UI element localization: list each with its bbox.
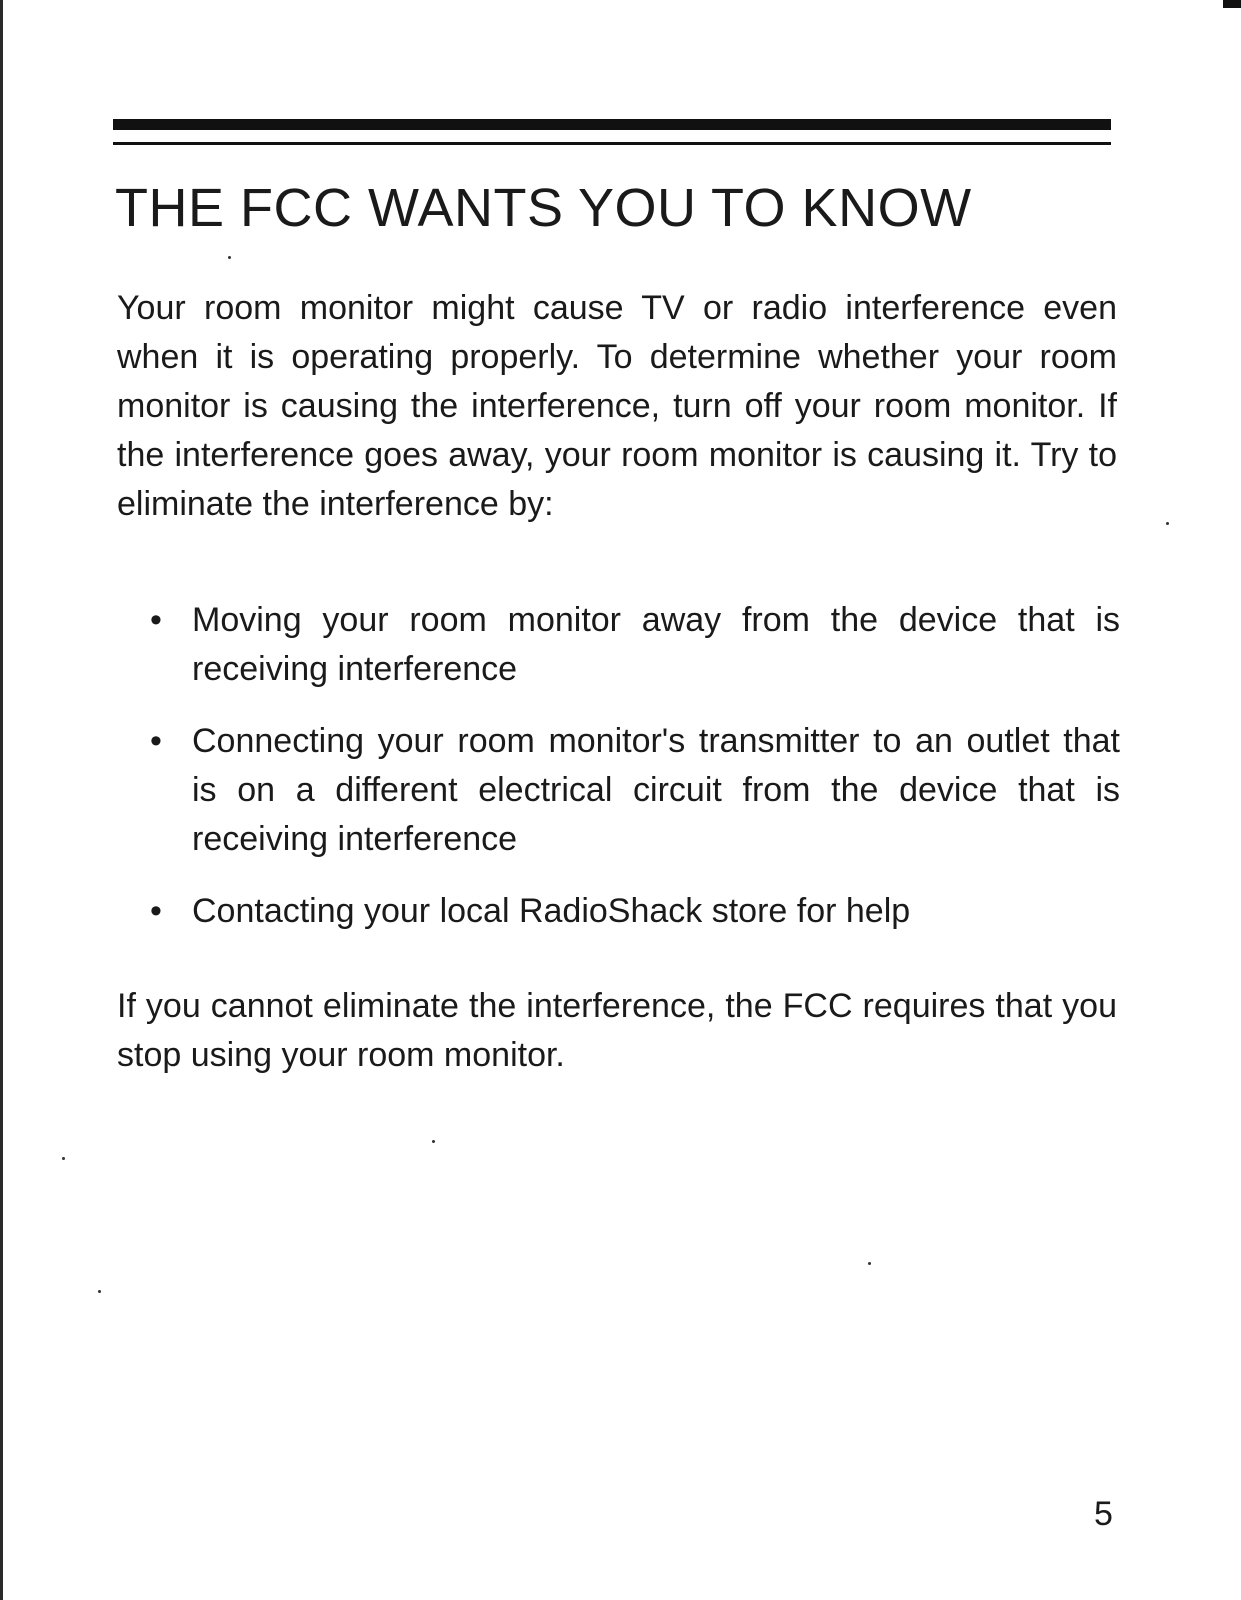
list-item [150,887,1120,936]
bullet-dot-icon: • [150,892,162,930]
bullet-list [150,596,1120,959]
header-rule-thick [113,119,1111,130]
page-title: THE FCC WANTS YOU TO KNOW [115,178,972,238]
page-number: 5 [1094,1495,1113,1533]
list-item [150,717,1120,864]
header-rule-thin [113,142,1111,145]
list-item [150,596,1120,694]
list-item-text: Contacting your local RadioShack store for help [192,892,911,930]
closing-paragraph: If you cannot eliminate the interference, the FCC requires that you stop using your room monitor. [117,987,1117,1074]
scan-speck [62,1157,65,1160]
list-item-text: Connecting your room monitor's transmitter to an outlet that is on a different electrical circuit from the device that is receiving interference [192,722,1120,858]
list-item-text: Moving your room monitor away from the device that is receiving interference [192,601,1120,688]
bullet-dot-icon: • [150,722,162,760]
scan-speck [98,1290,101,1293]
intro-paragraph: Your room monitor might cause TV or radio interference even when it is operating properly. To determine whether your room monitor is causing the interference, turn off your room monitor. If the interference goes away, your room monitor is causing it. Try to eliminate the interference by: [117,289,1117,523]
scan-speck [228,256,231,259]
scan-corner-mark [1223,0,1241,8]
scan-left-edge [0,0,3,1600]
bullet-dot-icon: • [150,601,162,639]
scan-speck [432,1140,435,1143]
scan-speck [868,1262,871,1265]
scan-speck [1166,522,1169,525]
